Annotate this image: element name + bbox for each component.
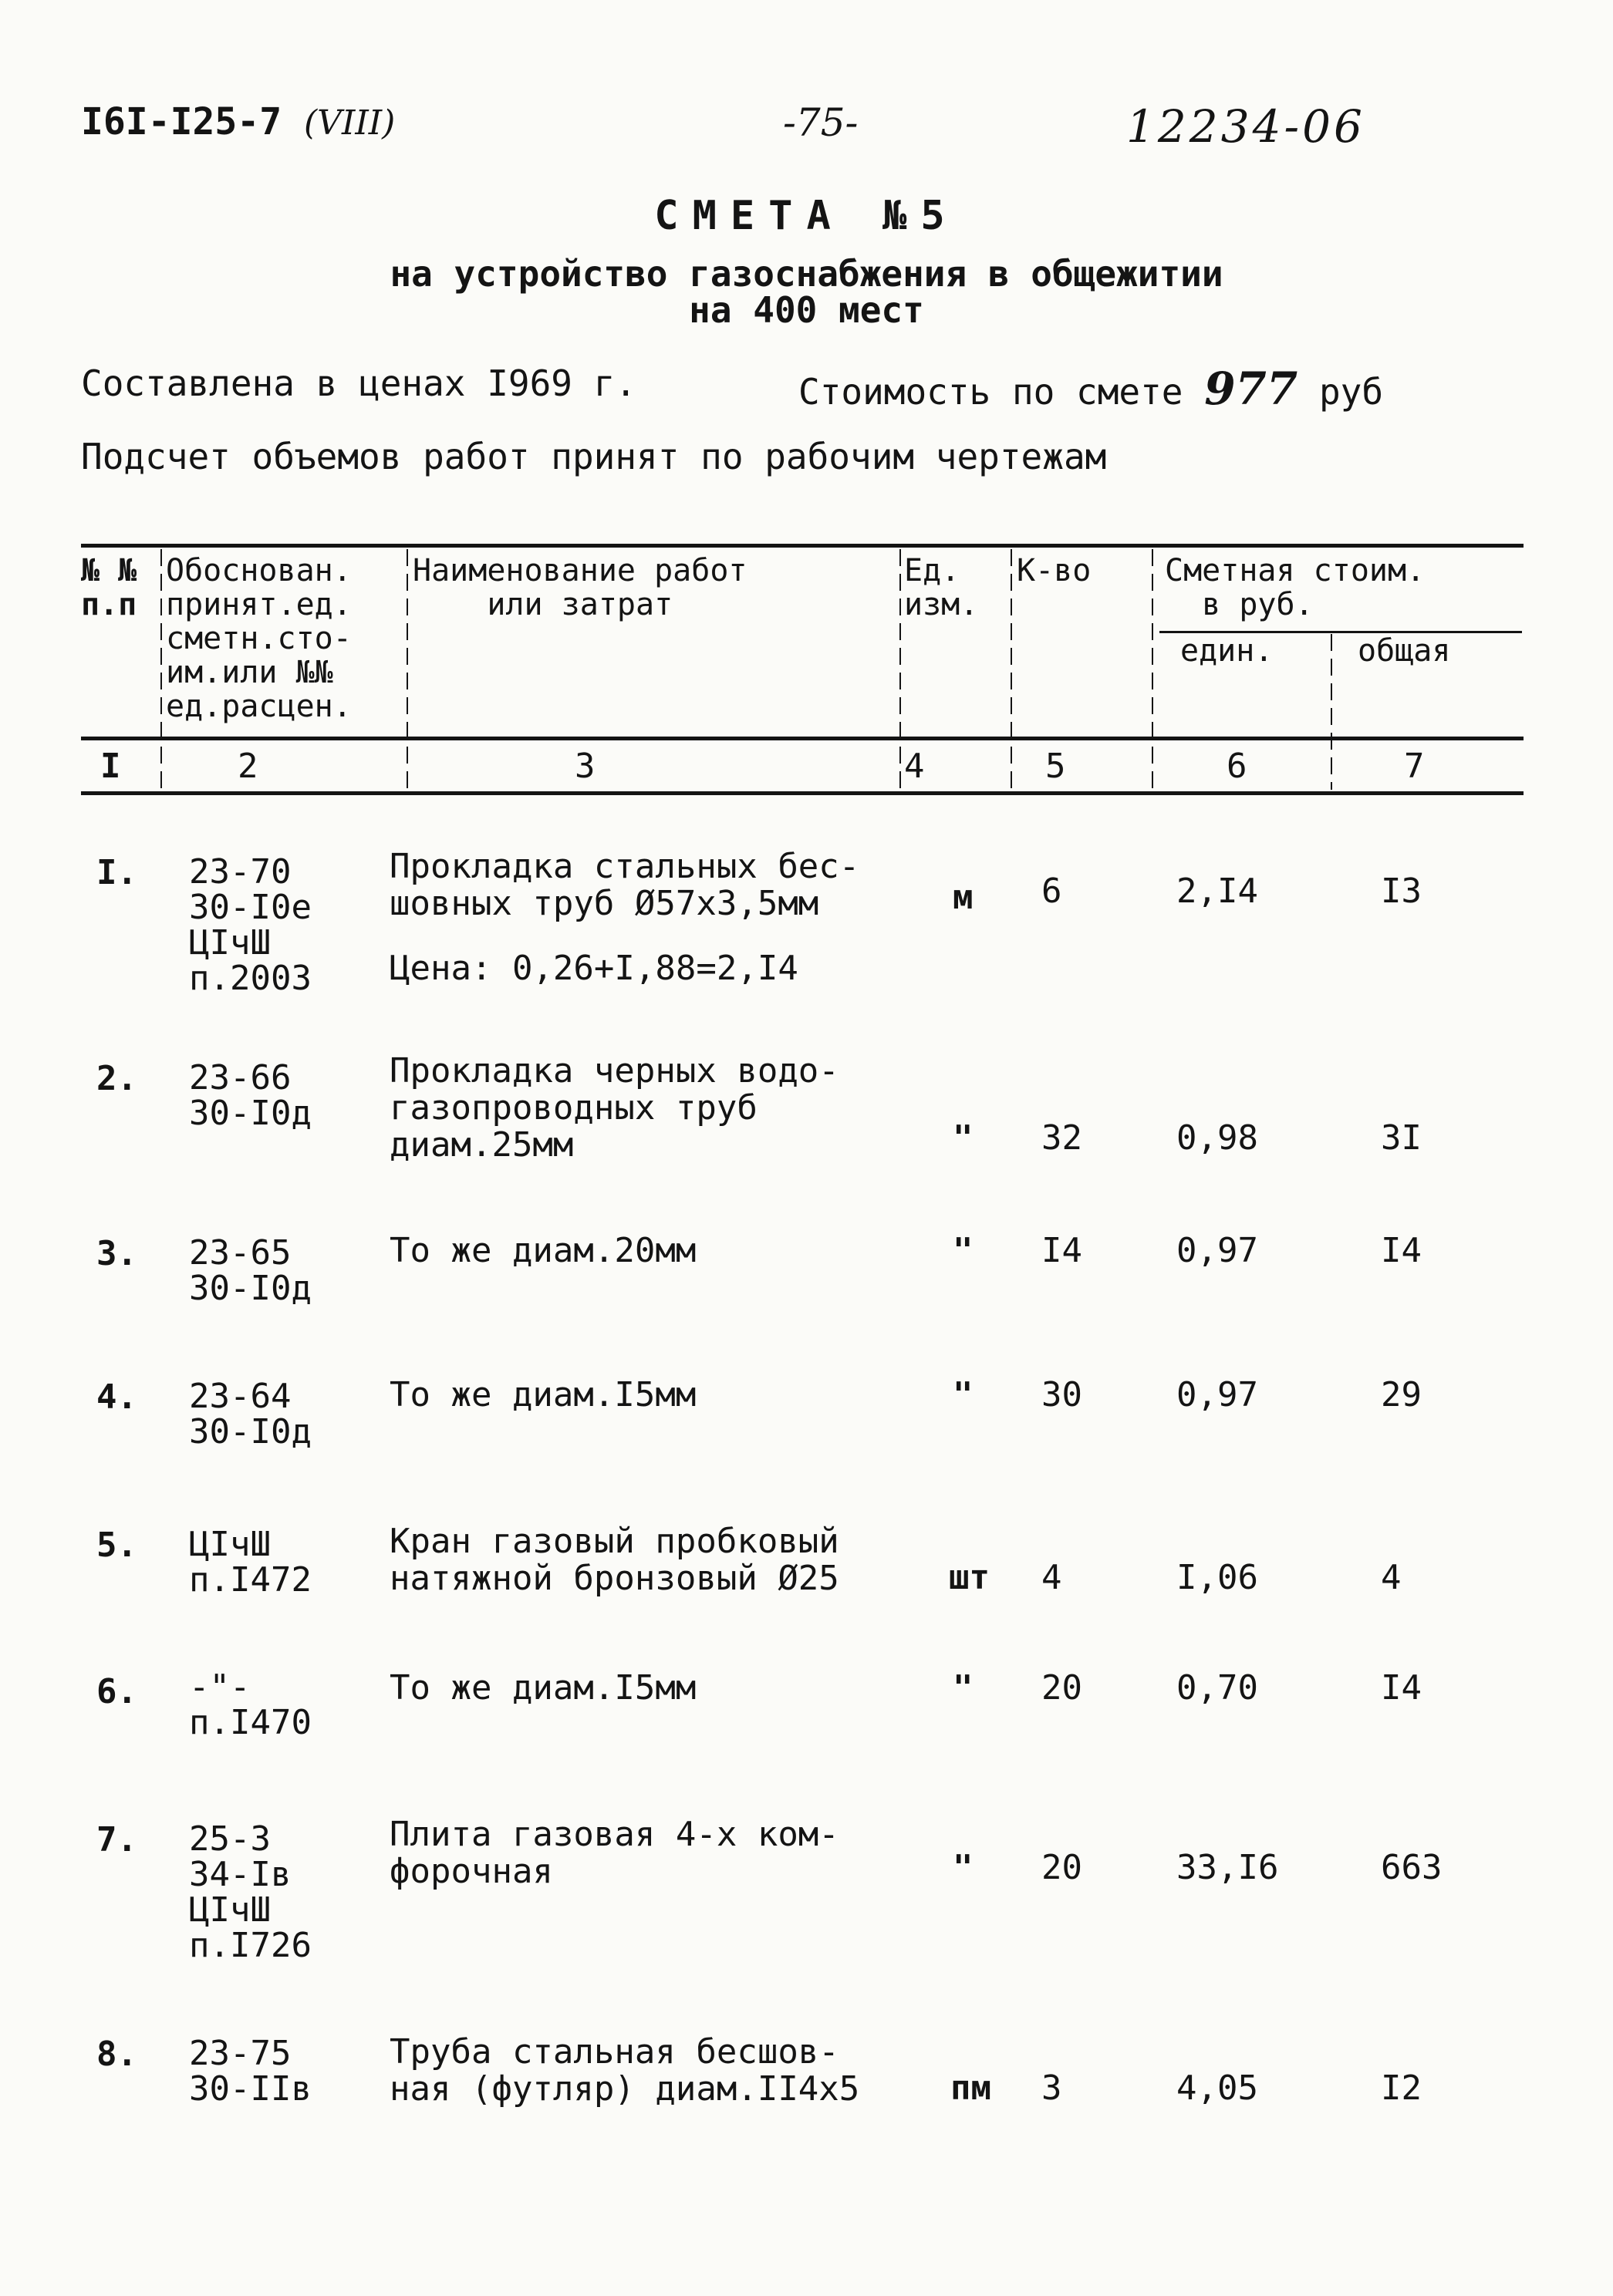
row-unit: ": [953, 1375, 974, 1414]
row-total: 3I: [1381, 1118, 1422, 1158]
cost-label: Стоимость по смете: [798, 371, 1183, 413]
header-basis: Обоснован. принят.ед. сметн.сто- им.или №№ ед.расцен.: [166, 553, 352, 724]
row-basis: 23-64 30-I0д: [189, 1377, 312, 1451]
page-number: -75-: [783, 100, 859, 145]
header-cost: Сметная стоим. в руб.: [1165, 553, 1426, 622]
row-number: 3.: [96, 1234, 137, 1273]
colnum-6: 6: [1227, 747, 1247, 786]
prices-text: Составлена в ценах I969 г.: [81, 362, 637, 404]
row-name: Прокладка стальных бес- шовных труб Ø57х3,5мм: [390, 847, 860, 923]
col-sep-2: [407, 549, 408, 790]
row-unit-price: 4,05: [1176, 2068, 1258, 2108]
row-number: 2.: [96, 1059, 137, 1098]
doc-code-handwritten: (VIII): [304, 103, 396, 143]
cost-line: [798, 362, 1383, 415]
colnum-1: I: [100, 747, 121, 786]
header-qty: К-во: [1017, 553, 1092, 588]
row-unit: шт: [949, 1558, 990, 1597]
row-qty: I4: [1041, 1231, 1082, 1270]
row-unit: ": [953, 1848, 974, 1887]
row-basis: 23-65 30-I0д: [189, 1233, 312, 1308]
row-qty: 6: [1041, 872, 1062, 911]
row-unit-price: 2,I4: [1176, 872, 1258, 911]
archive-number: 12234-06: [1126, 100, 1365, 153]
col-sep-5: [1152, 549, 1153, 790]
row-unit-price: 33,I6: [1176, 1848, 1279, 1887]
colnum-5: 5: [1045, 747, 1066, 786]
header-total-cost: общая: [1358, 633, 1451, 669]
row-basis: 25-3 34-Iв ЦIчШ п.I726: [189, 1819, 312, 1965]
row-number: 4.: [96, 1377, 137, 1417]
row-qty: 32: [1041, 1118, 1082, 1158]
row-basis: ЦIчШ п.I472: [189, 1525, 312, 1600]
row-basis: 23-70 30-I0е ЦIчШ п.2003: [189, 852, 312, 998]
row-number: 7.: [96, 1820, 137, 1859]
row-qty: 3: [1041, 2068, 1062, 2108]
header-unit-cost: един.: [1180, 633, 1274, 669]
header-unit: Ед. изм.: [904, 553, 979, 622]
row-total: I3: [1381, 872, 1422, 911]
doc-title: СМЕТА №5: [654, 193, 959, 239]
doc-code: [81, 100, 395, 143]
doc-code-print: I6I-I25-7: [81, 100, 282, 143]
row-basis: -"- п.I470: [189, 1667, 312, 1742]
row-unit-price: 0,98: [1176, 1118, 1258, 1158]
col-sep-1: [160, 549, 162, 790]
row-number: I.: [96, 853, 137, 892]
row-price-note: Цена: 0,26+I,88=2,I4: [390, 949, 798, 988]
row-name: Прокладка черных водо- газопроводных труб диам.25мм: [390, 1051, 839, 1165]
row-name: Кран газовый пробковый натяжной бронзовый Ø25: [390, 1522, 839, 1598]
row-total: I4: [1381, 1668, 1422, 1708]
row-number: 5.: [96, 1526, 137, 1565]
row-unit: ": [953, 1231, 974, 1270]
doc-subtitle-line1: на устройство газоснабжения в общежитии: [390, 253, 1223, 295]
colnum-7: 7: [1404, 747, 1425, 786]
table-header-rule: [81, 737, 1524, 740]
row-unit: м: [953, 878, 974, 917]
col-sep-4: [1011, 549, 1012, 790]
row-unit: ": [953, 1668, 974, 1708]
row-unit: ": [953, 1118, 974, 1158]
row-name: То же диам.I5мм: [390, 1375, 697, 1414]
col-sep-6: [1331, 634, 1332, 790]
row-total: I2: [1381, 2068, 1422, 2108]
header-name: Наименование работ или затрат: [413, 553, 747, 622]
row-unit: пм: [950, 2068, 991, 2108]
row-qty: 20: [1041, 1848, 1082, 1887]
colnum-3: 3: [575, 747, 596, 786]
row-name: То же диам.I5мм: [390, 1668, 697, 1708]
basis-text: Подсчет объемов работ принят по рабочим чертежам: [81, 436, 1107, 477]
row-name: То же диам.20мм: [390, 1231, 697, 1270]
cost-unit: руб: [1318, 371, 1384, 413]
row-total: I4: [1381, 1231, 1422, 1270]
row-qty: 4: [1041, 1558, 1062, 1597]
row-number: 6.: [96, 1672, 137, 1711]
table-top-rule: [81, 544, 1524, 548]
row-unit-price: 0,97: [1176, 1231, 1258, 1270]
table-colnum-rule: [81, 791, 1524, 795]
row-qty: 20: [1041, 1668, 1082, 1708]
row-total: 4: [1381, 1558, 1402, 1597]
row-number: 8.: [96, 2035, 137, 2074]
row-name: Плита газовая 4-х ком- форочная: [390, 1815, 839, 1891]
row-basis: 23-66 30-I0д: [189, 1058, 312, 1133]
row-total: 29: [1381, 1375, 1422, 1414]
row-unit-price: 0,70: [1176, 1668, 1258, 1708]
cost-value: 977: [1204, 362, 1298, 415]
col-sep-3: [899, 549, 901, 790]
header-number: № № п.п: [81, 553, 137, 622]
colnum-2: 2: [238, 747, 258, 786]
colnum-4: 4: [904, 747, 925, 786]
row-unit-price: I,06: [1176, 1558, 1258, 1597]
row-unit-price: 0,97: [1176, 1375, 1258, 1414]
row-basis: 23-75 30-IIв: [189, 2034, 312, 2109]
row-total: 663: [1381, 1848, 1443, 1887]
row-name: Труба стальная бесшов- ная (футляр) диам.II4х5: [390, 2032, 860, 2109]
row-qty: 30: [1041, 1375, 1082, 1414]
doc-subtitle-line2: на 400 мест: [689, 289, 924, 331]
